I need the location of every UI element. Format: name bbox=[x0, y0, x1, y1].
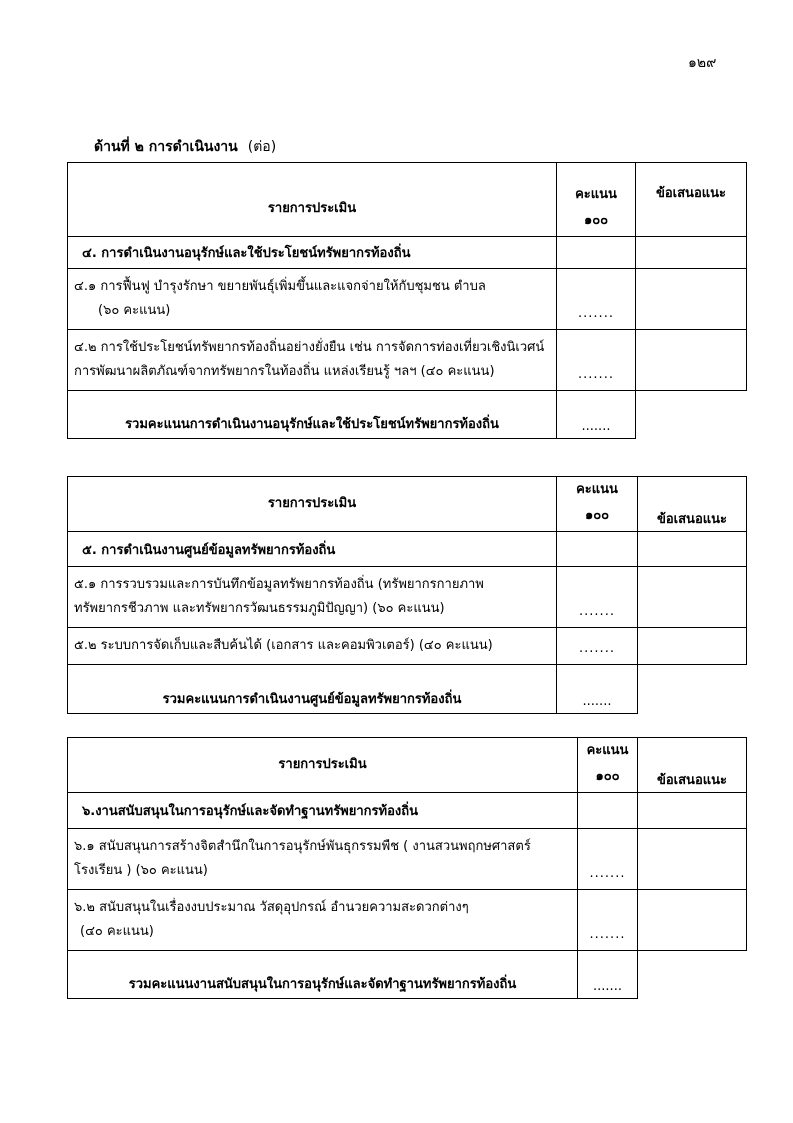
header-item: รายการประเมิน bbox=[68, 738, 578, 793]
header-item: รายการประเมิน bbox=[68, 163, 557, 237]
item-score: ....... bbox=[557, 330, 636, 391]
section-heading-suffix: (ต่อ) bbox=[247, 139, 277, 155]
total-empty bbox=[636, 391, 747, 439]
header-score-value: ๑๐๐ bbox=[583, 213, 609, 228]
total-row bbox=[68, 951, 747, 999]
header-score-label: คะแนน bbox=[576, 482, 618, 497]
item-line1: ๔.๒ การใช้ประโยชน์ทรัพยากรท้องถิ่นอย่างยั่งยืน เช่น การจัดการท่องเที่ยวเชิงนิเวศน์ bbox=[74, 340, 545, 355]
item-suggestion bbox=[638, 829, 747, 890]
page-number: ๑๒๙ bbox=[688, 55, 717, 71]
header-score-value: ๑๐๐ bbox=[595, 769, 620, 784]
evaluation-table-section-5 bbox=[67, 476, 747, 714]
item-text bbox=[68, 890, 578, 951]
item-suggestion bbox=[636, 269, 747, 330]
category-suggestion-cell bbox=[636, 237, 747, 269]
total-empty bbox=[638, 951, 747, 999]
item-score: ....... bbox=[578, 829, 638, 890]
table-header-row bbox=[68, 738, 747, 793]
item-line1: ๔.๑ การฟื้นฟู บำรุงรักษา ขยายพันธุ์เพิ่มขึ้นและแจกจ่ายให้กับชุมชน ตำบล bbox=[74, 279, 486, 294]
item-line1: ๖.๑ สนับสนุนการสร้างจิตสำนึกในการอนุรักษ์พันธุกรรมพืช ( งานสวนพฤกษศาสตร์ bbox=[74, 839, 531, 854]
item-line1: ๕.๑ การรวบรวมและการบันทึกข้อมูลทรัพยากรท้องถิ่น (ทรัพยากรกายภาพ bbox=[74, 577, 484, 592]
item-line2: ทรัพยากรชีวภาพ และทรัพยากรวัฒนธรรมภูมิปัญญา) (๖๐ คะแนน) bbox=[74, 601, 445, 616]
table-row bbox=[68, 567, 747, 628]
item-text bbox=[68, 330, 557, 391]
item-suggestion bbox=[638, 890, 747, 951]
table-row bbox=[68, 890, 747, 951]
header-item: รายการประเมิน bbox=[68, 477, 557, 532]
section-heading-title: ด้านที่ ๒ การดำเนินงาน bbox=[94, 139, 238, 155]
header-score-label: คะแนน bbox=[586, 743, 629, 758]
category-score-cell bbox=[557, 237, 636, 269]
item-text bbox=[68, 829, 578, 890]
item-text bbox=[68, 628, 557, 665]
table-row bbox=[68, 330, 747, 391]
evaluation-table-section-4 bbox=[67, 162, 747, 439]
category-suggestion-cell bbox=[638, 532, 747, 567]
total-score: ....... bbox=[578, 951, 638, 999]
item-suggestion bbox=[636, 330, 747, 391]
header-score-label: คะแนน bbox=[575, 187, 617, 202]
item-score: ....... bbox=[578, 890, 638, 951]
category-row bbox=[68, 532, 747, 567]
total-label: รวมคะแนนการดำเนินงานศูนย์ข้อมูลทรัพยากรท้องถิ่น bbox=[68, 665, 557, 714]
item-text bbox=[68, 269, 557, 330]
category-row bbox=[68, 237, 747, 269]
item-line2: (๔๐ คะแนน) bbox=[80, 924, 154, 939]
item-line2: การพัฒนาผลิตภัณฑ์จากทรัพยากรในท้องถิ่น แหล่งเรียนรู้ ฯลฯ (๔๐ คะแนน) bbox=[74, 364, 495, 379]
total-label: รวมคะแนนการดำเนินงานอนุรักษ์และใช้ประโยชน์ทรัพยากรท้องถิ่น bbox=[68, 391, 557, 439]
category-title: ๔. การดำเนินงานอนุรักษ์และใช้ประโยชน์ทรัพยากรท้องถิ่น bbox=[68, 237, 557, 269]
category-score-cell bbox=[557, 532, 638, 567]
category-suggestion-cell bbox=[638, 793, 747, 829]
header-score bbox=[578, 738, 638, 793]
item-suggestion bbox=[638, 567, 747, 628]
category-title: ๖.งานสนับสนุนในการอนุรักษ์และจัดทำฐานทรัพยากรท้องถิ่น bbox=[68, 793, 578, 829]
header-score-value: ๑๐๐ bbox=[584, 508, 610, 523]
evaluation-table-section-6 bbox=[67, 737, 747, 999]
item-score: ....... bbox=[557, 567, 638, 628]
table-header-row bbox=[68, 477, 747, 532]
total-score: ....... bbox=[557, 391, 636, 439]
item-line2: โรงเรียน ) (๖๐ คะแนน) bbox=[74, 863, 208, 878]
total-row bbox=[68, 391, 747, 439]
header-suggestion: ข้อเสนอแนะ bbox=[638, 738, 747, 793]
header-score bbox=[557, 477, 638, 532]
total-empty bbox=[638, 665, 747, 714]
header-score bbox=[557, 163, 636, 237]
header-suggestion: ข้อเสนอแนะ bbox=[636, 163, 747, 237]
total-label: รวมคะแนนงานสนับสนุนในการอนุรักษ์และจัดทำฐานทรัพยากรท้องถิ่น bbox=[68, 951, 578, 999]
table-header-row bbox=[68, 163, 747, 237]
item-line1: ๕.๒ ระบบการจัดเก็บและสืบค้นได้ (เอกสาร และคอมพิวเตอร์) (๔๐ คะแนน) bbox=[74, 638, 493, 653]
item-line1: ๖.๒ สนับสนุนในเรื่องงบประมาณ วัสดุอุปกรณ์ อำนวยความสะดวกต่างๆ bbox=[74, 900, 469, 915]
item-score: ....... bbox=[557, 628, 638, 665]
table-row bbox=[68, 269, 747, 330]
total-score: ....... bbox=[557, 665, 638, 714]
total-row bbox=[68, 665, 747, 714]
category-score-cell bbox=[578, 793, 638, 829]
item-line2: (๖๐ คะแนน) bbox=[98, 303, 171, 318]
table-row bbox=[68, 628, 747, 665]
item-score: ....... bbox=[557, 269, 636, 330]
table-row bbox=[68, 829, 747, 890]
header-suggestion: ข้อเสนอแนะ bbox=[638, 477, 747, 532]
section-heading bbox=[94, 136, 276, 158]
category-title: ๕. การดำเนินงานศูนย์ข้อมูลทรัพยากรท้องถิ่น bbox=[68, 532, 557, 567]
item-text bbox=[68, 567, 557, 628]
category-row bbox=[68, 793, 747, 829]
item-suggestion bbox=[638, 628, 747, 665]
